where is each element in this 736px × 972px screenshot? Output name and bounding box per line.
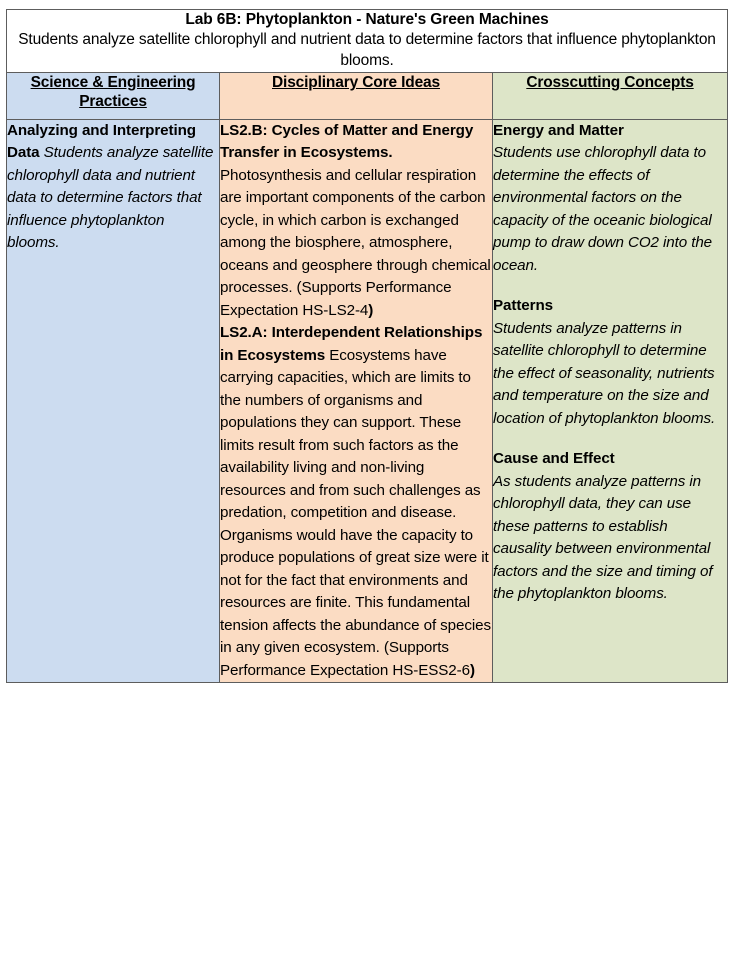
entry-heading: Cause and Effect: [493, 450, 615, 468]
entry-heading: Energy and Matter: [493, 121, 624, 139]
entry-ls2b-cycles-of-matter: [220, 120, 492, 323]
lab-subtitle: Students analyze satellite chlorophyll and nutrient data to determine factors that influence phytoplankton blooms.: [18, 31, 716, 70]
lab-title-cell: [7, 10, 728, 73]
column-header-label: Science & Engineering Practices: [30, 73, 196, 111]
entry-body: Students analyze patterns in satellite chlorophyll to determine the effect of seasonality, nutrients and temperature on the size and location of phytoplankton blooms.: [493, 319, 716, 427]
entry-body: As students analyze patterns in chlorophyll data, they can use these patterns to establish causality between environmental factors and the size and timing of the phytoplankton blooms.: [493, 472, 713, 603]
entry-body: Students analyze satellite chlorophyll data and nutrient data to determine factors that influence phytoplankton blooms.: [7, 144, 214, 252]
entry-heading: Patterns: [493, 297, 553, 315]
entry-heading: LS2.A: Interdependent Relationships in Ecosystems: [220, 324, 483, 364]
cell-science-practices: [7, 119, 220, 683]
column-header-core-ideas: [220, 72, 493, 119]
table-title-row: [7, 10, 728, 73]
lab-title: Lab 6B: Phytoplankton - Nature's Green Machines: [185, 11, 549, 28]
table-header-row: [7, 72, 728, 119]
entry-cause-and-effect: [493, 448, 727, 606]
entry-body: Photosynthesis and cellular respiration are important components of the carbon cycle, in which carbon is exchanged among the biosphere, atmosphere, oceans and geosphere through chemical processes. (Supports Performance Expectation HS-LS2-4: [220, 166, 491, 319]
column-header-science-practices: [7, 72, 220, 119]
entry-heading: Analyzing and Interpreting Data: [7, 121, 196, 162]
table-body-row: [7, 119, 728, 683]
ngss-alignment-table: [6, 9, 728, 683]
cell-crosscutting-concepts: [493, 119, 728, 683]
entry-heading: LS2.B: Cycles of Matter and Energy Transfer in Ecosystems.: [220, 121, 474, 162]
entry-body: Ecosystems have carrying capacities, which are limits to the numbers of organisms and populations they can support. These limits result from such factors as the availability living and non-living resources and from such challenges as predation, competition and disease. Organisms would have the capacity to produce populations of great size were it not for the fact that environments and resources are finite. This fundamental tension affects the abundance of species in any given ecosystem. (Supports Performance Expectation HS-ESS2-6: [220, 346, 491, 679]
spacer: [493, 430, 727, 448]
column-header-crosscutting-concepts: [493, 72, 728, 119]
spacer: [493, 277, 727, 295]
column-header-label: Disciplinary Core Ideas: [272, 73, 440, 91]
entry-ls2a-interdependent-relationships: [220, 322, 492, 682]
entry-patterns: [493, 295, 727, 430]
column-header-label: Crosscutting Concepts: [526, 73, 694, 91]
entry-body-tail: ): [368, 301, 374, 319]
cell-core-ideas: [220, 119, 493, 683]
entry-analyzing-interpreting-data: [7, 120, 219, 255]
entry-body: Students use chlorophyll data to determine the effects of environmental factors on the capacity of the oceanic biological pump to draw down CO2 into the ocean.: [493, 144, 713, 274]
entry-energy-and-matter: [493, 120, 727, 278]
entry-body-tail: ): [469, 661, 475, 679]
